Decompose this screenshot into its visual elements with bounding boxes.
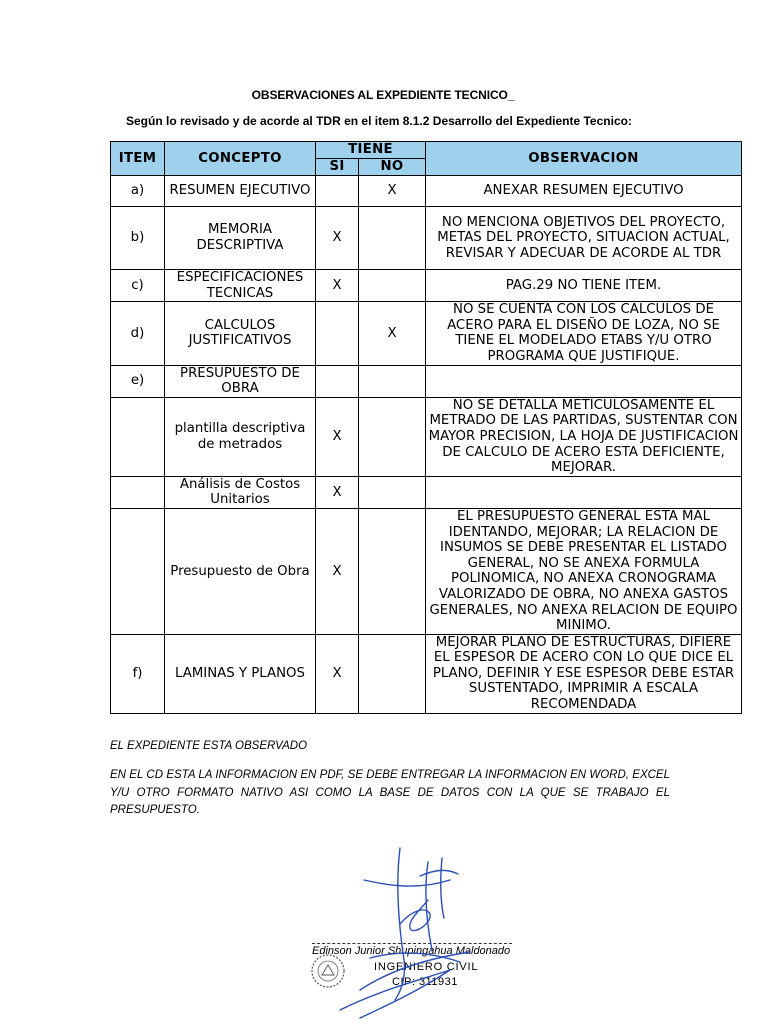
row-item: f)	[111, 634, 165, 713]
row-observacion: PAG.29 NO TIENE ITEM.	[426, 270, 742, 302]
row-concepto: Análisis de Costos Unitarios	[165, 476, 316, 508]
row-concepto: PRESUPUESTO DE OBRA	[165, 365, 316, 397]
row-no	[359, 634, 426, 713]
row-no	[359, 476, 426, 508]
document-subtitle: Según lo revisado y de acorde al TDR en el item 8.1.2 Desarrollo del Expediente Tecnico:	[126, 114, 632, 128]
row-no: X	[359, 302, 426, 365]
row-concepto: MEMORIA DESCRIPTIVA	[165, 207, 316, 270]
instruction-note: EN EL CD ESTA LA INFORMACION EN PDF, SE DEBE ENTREGAR LA INFORMACION EN WORD, EXCEL Y/U OTRO FORMATO NATIVO ASI COMO LA BASE DE DATOS CON LA QUE SE TRABAJO EL PRESUPUESTO.	[110, 769, 670, 816]
row-item	[111, 397, 165, 476]
row-concepto: ESPECIFICACIONES TECNICAS	[165, 270, 316, 302]
header-item: ITEM	[111, 142, 165, 176]
row-no	[359, 397, 426, 476]
row-observacion	[426, 476, 742, 508]
row-concepto: plantilla descriptiva de metrados	[165, 397, 316, 476]
row-observacion: MEJORAR PLANO DE ESTRUCTURAS, DIFIERE EL ESPESOR DE ACERO CON LO QUE DICE EL PLANO, DEFINIR Y ESE ESPESOR DEBE ESTAR SUSTENTADO, IMPRIMIR A ESCALA RECOMENDADA	[426, 634, 742, 713]
row-no	[359, 365, 426, 397]
row-item: c)	[111, 270, 165, 302]
header-tiene: TIENE	[316, 142, 426, 159]
row-observacion: EL PRESUPUESTO GENERAL ESTA MAL IDENTANDO, MEJORAR; LA RELACION DE INSUMOS SE DEBE PRESENTAR EL LISTADO GENERAL, NO SE ANEXA FORMULA POLINOMICA, NO ANEXA CRONOGRAMA VALORIZADO DE OBRA, NO ANEXA GASTOS GENERALES, NO ANEXA RELACION DE EQUIPO MINIMO.	[426, 508, 742, 634]
row-item	[111, 476, 165, 508]
table-row	[111, 302, 742, 365]
row-observacion: NO SE CUENTA CON LOS CALCULOS DE ACERO PARA EL DISEÑO DE LOZA, NO SE TIENE EL MODELADO ETABS Y/U OTRO PROGRAMA QUE JUSTIFIQUE.	[426, 302, 742, 365]
header-observacion: OBSERVACION	[426, 142, 742, 176]
row-observacion: NO SE DETALLA METICULOSAMENTE EL METRADO DE LAS PARTIDAS, SUSTENTAR CON MAYOR PRECISION, LA HOJA DE JUSTIFICACION DE CALCULO DE ACERO ESTA DEFICIENTE, MEJORAR.	[426, 397, 742, 476]
row-observacion	[426, 365, 742, 397]
row-item: a)	[111, 176, 165, 207]
row-si	[316, 176, 359, 207]
table-row	[111, 508, 742, 634]
row-no	[359, 508, 426, 634]
header-si: SI	[316, 159, 359, 176]
row-item	[111, 508, 165, 634]
table-row	[111, 476, 742, 508]
table-row	[111, 634, 742, 713]
status-note: EL EXPEDIENTE ESTA OBSERVADO	[110, 740, 308, 752]
header-no: NO	[359, 159, 426, 176]
table-row	[111, 270, 742, 302]
row-si: X	[316, 476, 359, 508]
row-concepto: LAMINAS Y PLANOS	[165, 634, 316, 713]
row-no	[359, 207, 426, 270]
row-item: b)	[111, 207, 165, 270]
row-item: d)	[111, 302, 165, 365]
table-row	[111, 397, 742, 476]
row-concepto: RESUMEN EJECUTIVO	[165, 176, 316, 207]
row-concepto: Presupuesto de Obra	[165, 508, 316, 634]
signer-title: INGENIERO CIVIL	[374, 961, 479, 973]
row-si: X	[316, 207, 359, 270]
row-no: X	[359, 176, 426, 207]
signature-block	[300, 840, 530, 1024]
table-row	[111, 365, 742, 397]
row-si: X	[316, 397, 359, 476]
row-item: e)	[111, 365, 165, 397]
row-si	[316, 365, 359, 397]
row-concepto: CALCULOS JUSTIFICATIVOS	[165, 302, 316, 365]
row-observacion: ANEXAR RESUMEN EJECUTIVO	[426, 176, 742, 207]
row-si	[316, 302, 359, 365]
document-title: OBSERVACIONES AL EXPEDIENTE TECNICO_	[251, 88, 515, 102]
row-no	[359, 270, 426, 302]
table-row	[111, 207, 742, 270]
row-observacion: NO MENCIONA OBJETIVOS DEL PROYECTO, METAS DEL PROYECTO, SITUACION ACTUAL, REVISAR Y ADECUAR DE ACORDE AL TDR	[426, 207, 742, 270]
row-si: X	[316, 634, 359, 713]
signer-name: Edinson Junior Shupingahua Maldonado	[312, 945, 511, 957]
row-si: X	[316, 508, 359, 634]
row-si: X	[316, 270, 359, 302]
signer-cip: CIP: 311931	[392, 976, 458, 988]
header-concepto: CONCEPTO	[165, 142, 316, 176]
signature-icon	[300, 840, 530, 1024]
table-row	[111, 176, 742, 207]
observations-table	[110, 141, 742, 714]
